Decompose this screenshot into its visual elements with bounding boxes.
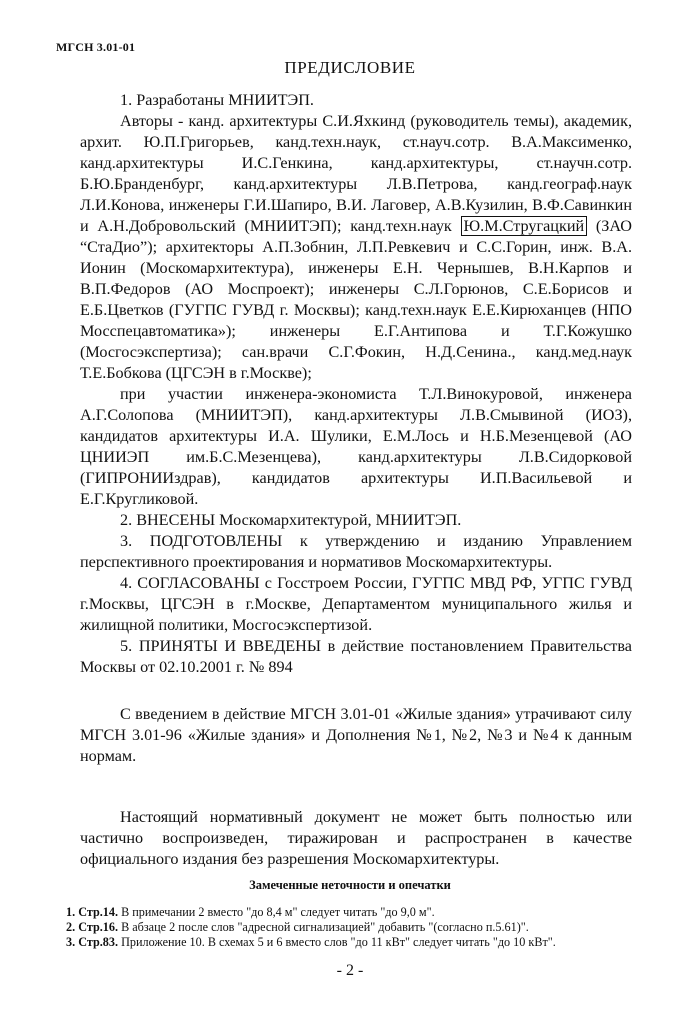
errata-ref: 3. Стр.83.: [66, 935, 119, 949]
paragraph-authors: [80, 111, 632, 384]
paragraph-supersedes: С введением в действие МГСН 3.01-01 «Жилые здания» утрачивают силу МГСН 3.01-96 «Жилые здания» и Дополнения №1, №2, №3 и №4 к данным нормам.: [80, 705, 632, 765]
errata-list: [66, 905, 666, 950]
errata-text: В абзаце 2 после слов "адресной сигнализацией" добавить "(согласно п.5.61)".: [118, 920, 529, 934]
paragraph-participants: при участии инженера-экономиста Т.Л.Винокуровой, инженера А.Г.Солопова (МНИИТЭП), канд.архитектуры Л.В.Смывиной (ИОЗ), кандидатов архитектуры И.А. Шулики, Е.М.Лось и Н.Б.Мезенцевой (АО ЦНИИЭП им.Б.С.Мезенцева), канд.архитектуры Л.В.Сидорковой (ГИПРОНИИздрав), кандидатов архитектуры И.П.Васильевой и Е.Г.Кругликовой.: [80, 385, 632, 508]
errata-title: Замеченные неточности и опечатки: [249, 878, 451, 892]
errata-text: В примечании 2 вместо "до 8,4 м" следует читать "до 9,0 м".: [118, 905, 435, 919]
paragraph-introduced: 2. ВНЕСЕНЫ Москомархитектурой, МНИИТЭП.: [120, 511, 462, 529]
document-body: [80, 90, 632, 870]
paragraph-agreed: 4. СОГЛАСОВАНЫ с Госстроем России, ГУГПС МВД РФ, УГПС ГУВД г.Москвы, ЦГСЭН в г.Москве, Департаментом муниципального жилья и жилищной политики, Мосгосэкспертизой.: [80, 574, 632, 634]
errata-ref: 1. Стр.14.: [66, 905, 119, 919]
errata-text: Приложение 10. В схемах 5 и 6 вместо слов "до 11 кВт" следует читать "до 10 кВт".: [118, 935, 556, 949]
paragraph-prepared: 3. ПОДГОТОВЛЕНЫ к утверждению и изданию Управлением перспективного проектирования и нормативов Москомархитектуры.: [80, 532, 632, 571]
paragraph-developed: 1. Разработаны МНИИТЭП.: [120, 91, 314, 109]
errata-item: [66, 920, 666, 935]
document-code: МГСН 3.01-01: [56, 40, 136, 54]
paragraph-copyright: Настоящий нормативный документ не может быть полностью или частично воспроизведен, тиражирован и распространен в качестве официального издания без разрешения Москомархитектуры.: [80, 808, 632, 868]
errata-item: [66, 935, 666, 950]
page-number: - 2 -: [336, 962, 364, 979]
paragraph-adopted: 5. ПРИНЯТЫ И ВВЕДЕНЫ в действие постановлением Правительства Москвы от 02.10.2001 г. № 894: [80, 637, 632, 676]
errata-item: [66, 905, 666, 920]
authors-text-after: (ЗАО “СтаДио”); архитекторы А.П.Зобнин, Л.П.Ревкевич и С.С.Горин, инж. В.А. Ионин (Москомархитектура), инженеры Е.Н. Чернышев, В.Н.Карпов и В.П.Федоров (АО Моспроект); инженеры С.Л.Горюнов, С.Е.Борисов и Е.Б.Цветков (ГУГПС ГУВД г. Москвы); канд.техн.наук Е.Е.Кирюханцев (НПО Мосспецавтоматика»); инженеры Е.Г.Антипова и Т.Г.Кожушко (Мосгосэкспертиза); сан.врачи С.Г.Фокин, Н.Д.Сенина., канд.мед.наук Т.Е.Бобкова (ЦГСЭН в г.Москве);: [80, 217, 632, 382]
page-title: ПРЕДИСЛОВИЕ: [284, 58, 416, 77]
errata-ref: 2. Стр.16.: [66, 920, 119, 934]
authors-text-before: Авторы - канд. архитектуры С.И.Яхкинд (руководитель темы), академик, архит. Ю.П.Григорьев, канд.техн.наук, ст.науч.сотр. В.А.Максименко, канд.архитектуры И.С.Генкина, канд.архитектуры, ст.научн.сотр. Б.Ю.Бранденбург, канд.архитектуры Л.В.Петрова, канд.географ.наук Л.И.Конова, инженеры Г.И.Шапиро, В.И. Лаговер, А.В.Кузилин, В.Ф.Савинкин и А.Н.Добровольский (МНИИТЭП); канд.техн.наук: [80, 112, 632, 235]
boxed-author-name: Ю.М.Стругацкий: [461, 216, 588, 236]
